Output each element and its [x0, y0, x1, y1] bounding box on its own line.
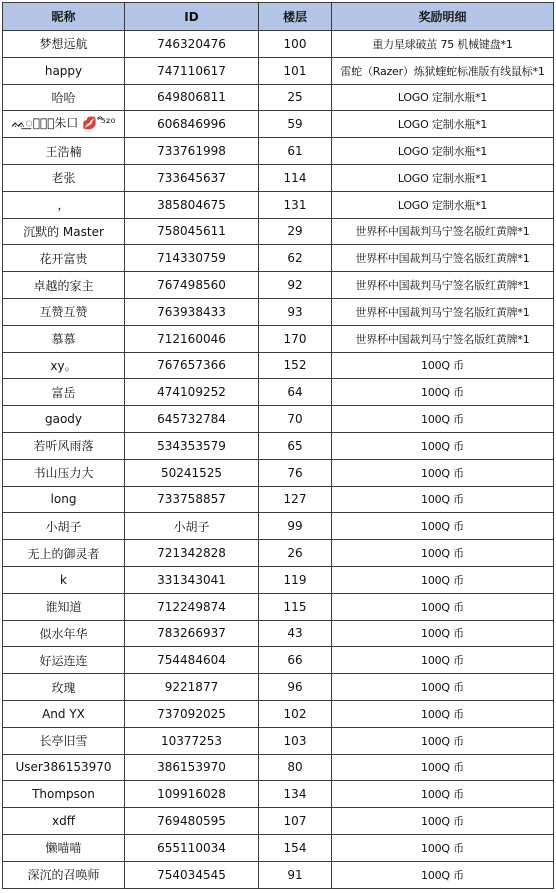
cell-reward: 100Q 币: [332, 620, 554, 647]
cell-reward: LOGO 定制水瓶*1: [332, 138, 554, 165]
cell-nickname: gaody: [3, 406, 125, 433]
cell-nickname: 沉默的 Master: [3, 218, 125, 245]
cell-id: 331343041: [125, 566, 259, 593]
cell-nickname: ᨐ꯭𝆺꯭𝅥朱口 💋 ᩙ⁵²⁰: [3, 111, 125, 138]
cell-floor: 80: [259, 754, 332, 781]
cell-id: 767657366: [125, 352, 259, 379]
table-row: [3, 245, 554, 272]
cell-reward: 100Q 币: [332, 781, 554, 808]
table-body: [3, 31, 554, 889]
header-floor: 楼层: [259, 3, 332, 31]
winners-table: [2, 2, 554, 889]
table-row: [3, 727, 554, 754]
cell-floor: 29: [259, 218, 332, 245]
winners-table-wrapper: [2, 2, 553, 889]
cell-floor: 96: [259, 674, 332, 701]
cell-floor: 154: [259, 834, 332, 861]
table-row: [3, 674, 554, 701]
cell-nickname: ，: [3, 191, 125, 218]
table-row: [3, 218, 554, 245]
cell-floor: 103: [259, 727, 332, 754]
cell-floor: 62: [259, 245, 332, 272]
table-row: [3, 272, 554, 299]
cell-reward: 100Q 币: [332, 406, 554, 433]
cell-id: 385804675: [125, 191, 259, 218]
table-row: [3, 754, 554, 781]
cell-id: 733645637: [125, 164, 259, 191]
cell-id: 754034545: [125, 861, 259, 888]
cell-reward: 100Q 币: [332, 834, 554, 861]
table-row: [3, 298, 554, 325]
cell-nickname: 互赞互赞: [3, 298, 125, 325]
cell-id: 733761998: [125, 138, 259, 165]
cell-nickname: xy。: [3, 352, 125, 379]
cell-id: 769480595: [125, 808, 259, 835]
cell-nickname: 卓越的家主: [3, 272, 125, 299]
cell-id: 小胡子: [125, 513, 259, 540]
cell-reward: 100Q 币: [332, 861, 554, 888]
cell-reward: 100Q 币: [332, 566, 554, 593]
cell-floor: 25: [259, 84, 332, 111]
cell-nickname: 似水年华: [3, 620, 125, 647]
cell-floor: 100: [259, 31, 332, 58]
cell-reward: 100Q 币: [332, 486, 554, 513]
cell-floor: 101: [259, 57, 332, 84]
cell-nickname: 梦想远航: [3, 31, 125, 58]
cell-reward: LOGO 定制水瓶*1: [332, 191, 554, 218]
table-row: [3, 700, 554, 727]
cell-reward: 重力星球破茧 75 机械键盘*1: [332, 31, 554, 58]
cell-nickname: 老张: [3, 164, 125, 191]
cell-id: 712249874: [125, 593, 259, 620]
cell-floor: 134: [259, 781, 332, 808]
cell-nickname: 好运连连: [3, 647, 125, 674]
cell-id: 754484604: [125, 647, 259, 674]
table-row: [3, 781, 554, 808]
cell-reward: 100Q 币: [332, 647, 554, 674]
cell-id: 50241525: [125, 459, 259, 486]
cell-floor: 152: [259, 352, 332, 379]
cell-reward: 100Q 币: [332, 700, 554, 727]
table-row: [3, 566, 554, 593]
cell-floor: 114: [259, 164, 332, 191]
cell-id: 767498560: [125, 272, 259, 299]
cell-nickname: 慕慕: [3, 325, 125, 352]
cell-id: 712160046: [125, 325, 259, 352]
cell-nickname: User386153970: [3, 754, 125, 781]
table-row: [3, 191, 554, 218]
cell-id: 606846996: [125, 111, 259, 138]
cell-reward: 100Q 币: [332, 459, 554, 486]
cell-reward: 100Q 币: [332, 432, 554, 459]
cell-reward: LOGO 定制水瓶*1: [332, 111, 554, 138]
table-row: [3, 808, 554, 835]
table-header: [3, 3, 554, 31]
cell-reward: LOGO 定制水瓶*1: [332, 164, 554, 191]
cell-floor: 170: [259, 325, 332, 352]
cell-id: 721342828: [125, 540, 259, 567]
cell-nickname: And YX: [3, 700, 125, 727]
cell-reward: 100Q 币: [332, 379, 554, 406]
header-reward: 奖励明细: [332, 3, 554, 31]
cell-floor: 76: [259, 459, 332, 486]
table-row: [3, 647, 554, 674]
cell-reward: 世界杯中国裁判马宁签名版红黄牌*1: [332, 245, 554, 272]
cell-floor: 64: [259, 379, 332, 406]
cell-floor: 65: [259, 432, 332, 459]
cell-nickname: 懒喵喵: [3, 834, 125, 861]
cell-floor: 127: [259, 486, 332, 513]
cell-reward: 100Q 币: [332, 674, 554, 701]
cell-nickname: 无上的御灵者: [3, 540, 125, 567]
cell-reward: 世界杯中国裁判马宁签名版红黄牌*1: [332, 298, 554, 325]
cell-nickname: 谁知道: [3, 593, 125, 620]
cell-id: 763938433: [125, 298, 259, 325]
table-row: [3, 593, 554, 620]
table-row: [3, 540, 554, 567]
cell-reward: 雷蛇（Razer）炼狱蝰蛇标准版有线鼠标*1: [332, 57, 554, 84]
cell-id: 649806811: [125, 84, 259, 111]
cell-id: 645732784: [125, 406, 259, 433]
cell-id: 714330759: [125, 245, 259, 272]
cell-reward: LOGO 定制水瓶*1: [332, 84, 554, 111]
cell-floor: 92: [259, 272, 332, 299]
cell-nickname: 书山压力大: [3, 459, 125, 486]
cell-reward: 100Q 币: [332, 808, 554, 835]
cell-nickname: 深沉的召唤师: [3, 861, 125, 888]
cell-id: 386153970: [125, 754, 259, 781]
cell-nickname: 长亭旧雪: [3, 727, 125, 754]
header-row: [3, 3, 554, 31]
table-row: [3, 138, 554, 165]
table-row: [3, 111, 554, 138]
cell-id: 109916028: [125, 781, 259, 808]
cell-nickname: long: [3, 486, 125, 513]
cell-id: 783266937: [125, 620, 259, 647]
cell-reward: 100Q 币: [332, 593, 554, 620]
cell-nickname: 小胡子: [3, 513, 125, 540]
cell-reward: 100Q 币: [332, 754, 554, 781]
table-row: [3, 432, 554, 459]
cell-floor: 61: [259, 138, 332, 165]
table-row: [3, 486, 554, 513]
cell-id: 474109252: [125, 379, 259, 406]
cell-reward: 100Q 币: [332, 727, 554, 754]
cell-nickname: xdff: [3, 808, 125, 835]
cell-nickname: 哈哈: [3, 84, 125, 111]
cell-id: 758045611: [125, 218, 259, 245]
cell-reward: 100Q 币: [332, 540, 554, 567]
table-row: [3, 57, 554, 84]
cell-nickname: 花开富贵: [3, 245, 125, 272]
cell-id: 534353579: [125, 432, 259, 459]
table-row: [3, 513, 554, 540]
table-row: [3, 620, 554, 647]
table-row: [3, 406, 554, 433]
cell-floor: 107: [259, 808, 332, 835]
cell-id: 746320476: [125, 31, 259, 58]
cell-floor: 70: [259, 406, 332, 433]
cell-reward: 世界杯中国裁判马宁签名版红黄牌*1: [332, 325, 554, 352]
cell-nickname: happy: [3, 57, 125, 84]
cell-nickname: 若听风雨落: [3, 432, 125, 459]
cell-floor: 115: [259, 593, 332, 620]
table-row: [3, 834, 554, 861]
table-row: [3, 352, 554, 379]
table-row: [3, 31, 554, 58]
cell-reward: 世界杯中国裁判马宁签名版红黄牌*1: [332, 272, 554, 299]
header-nickname: 昵称: [3, 3, 125, 31]
cell-id: 9221877: [125, 674, 259, 701]
cell-id: 10377253: [125, 727, 259, 754]
cell-nickname: 富岳: [3, 379, 125, 406]
cell-nickname: 王浩楠: [3, 138, 125, 165]
cell-reward: 世界杯中国裁判马宁签名版红黄牌*1: [332, 218, 554, 245]
table-row: [3, 379, 554, 406]
table-row: [3, 84, 554, 111]
cell-nickname: Thompson: [3, 781, 125, 808]
cell-id: 737092025: [125, 700, 259, 727]
table-row: [3, 325, 554, 352]
cell-floor: 93: [259, 298, 332, 325]
cell-floor: 99: [259, 513, 332, 540]
cell-nickname: k: [3, 566, 125, 593]
table-row: [3, 861, 554, 888]
table-row: [3, 459, 554, 486]
cell-floor: 43: [259, 620, 332, 647]
cell-floor: 119: [259, 566, 332, 593]
header-id: ID: [125, 3, 259, 31]
cell-id: 733758857: [125, 486, 259, 513]
table-row: [3, 164, 554, 191]
cell-floor: 131: [259, 191, 332, 218]
cell-reward: 100Q 币: [332, 352, 554, 379]
cell-id: 747110617: [125, 57, 259, 84]
cell-floor: 102: [259, 700, 332, 727]
cell-nickname: 玫瑰: [3, 674, 125, 701]
cell-id: 655110034: [125, 834, 259, 861]
cell-floor: 66: [259, 647, 332, 674]
cell-reward: 100Q 币: [332, 513, 554, 540]
cell-floor: 91: [259, 861, 332, 888]
cell-floor: 59: [259, 111, 332, 138]
cell-floor: 26: [259, 540, 332, 567]
